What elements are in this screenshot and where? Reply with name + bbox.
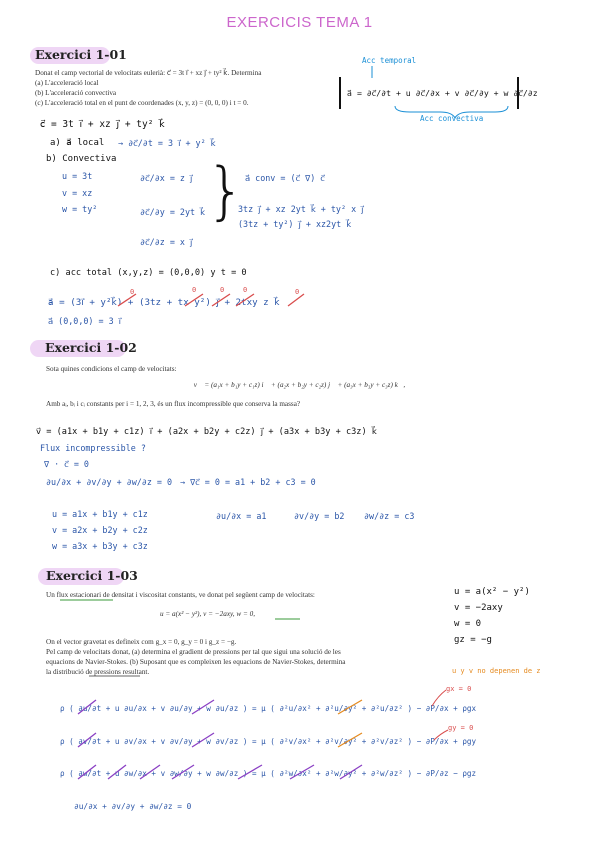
strike-mark [78, 700, 96, 714]
strike-mark [338, 733, 362, 747]
ex2-statement-line: Sota quines condicions el camp de velocitats: [46, 365, 177, 373]
hw-flux-label: Flux incompressible ? [40, 443, 146, 453]
navier-stokes-y: ρ ( ∂v/∂t + u ∂v/∂x + v ∂v/∂y + w ∂v/∂z ) = μ ( ∂²v/∂x² + ∂²v/∂y² + ∂²v/∂z² ) − ∂P/∂x + ρgy [60, 737, 477, 746]
zero-mark: 0 [243, 286, 248, 294]
convective-brace [395, 106, 508, 118]
zero-mark: 0 [220, 286, 225, 294]
ex3-statement-line: Un flux estacionari de densitat i viscositat constants, ve donat pel següent camp de velocitats: [46, 591, 315, 599]
strike-mark [118, 294, 136, 306]
strike-mark [172, 765, 194, 779]
ex3-statement-line: On el vector gravetat es defineix com g_x = 0, g_y = 0 i g_z = −g. [46, 638, 237, 646]
zero-mark: 0 [295, 288, 300, 296]
hw-continuity: ∂u/∂x + ∂v/∂y + ∂w/∂z = 0 [46, 477, 173, 487]
hw-w: w = ty² [62, 204, 98, 214]
ex2-statement-line: Amb aᵢ, bᵢ i cᵢ constants per i = 1, 2, 3, és un flux incompressible que conserva la massa? [46, 400, 301, 408]
zero-mark: 0 [130, 288, 135, 296]
hw-conv-simplified: (3tz + ty²) j⃗ + xz2yt k⃗ [238, 219, 352, 229]
gx-zero-note: gx = 0 [446, 685, 472, 693]
hw-conv-expand: 3tz j⃗ + xz 2yt k⃗ + ty² x j⃗ [238, 204, 364, 214]
ex1-statement-line: (c) L'acceleració total en el punt de coordenades (x, y, z) = (0, 0, 0) i t = 0. [35, 99, 249, 107]
exercise-1-heading: Exercici 1-01 [35, 47, 127, 62]
acc-temporal-label: Acc temporal [362, 56, 417, 65]
hw-a-conv: a⃗ conv = (c⃗ ∇) c⃗ [245, 173, 325, 183]
acc-formula: a⃗ = ∂c⃗/∂t + u ∂c⃗/∂x + v ∂c⃗/∂y + w ∂c⃗/∂z [347, 88, 538, 98]
hw-divergence: ∇ · c⃗ = 0 [44, 459, 89, 469]
hw-local-acc: → ∂c⃗/∂t = 3 i⃗ + y² k⃗ [118, 138, 216, 148]
gy-zero-note: gy = 0 [448, 724, 474, 732]
strike-mark [78, 733, 96, 747]
strike-mark [212, 294, 230, 306]
side-w: w = 0 [454, 619, 482, 629]
hw-dc-dy: ∂c⃗/∂y = 2yt k⃗ [140, 207, 205, 217]
ex2-velocity-field: v⃗ = (a₁x + b₁y + c₁z) i⃗ + (a₂x + b₂y + c₂z) j⃗ + (a₃x + b₃y + c₃z) k⃗, [193, 381, 406, 389]
side-u: u = a(x² − y²) [454, 587, 530, 597]
strike-mark [340, 765, 362, 779]
strike-mark [78, 765, 96, 779]
strike-mark [192, 700, 214, 714]
hw-v: v = xz [62, 188, 93, 198]
hw-u: u = 3t [62, 171, 93, 181]
hw-w2: w = a3x + b3y + c3z [52, 541, 148, 551]
strike-mark [140, 765, 160, 779]
hw-dc-dx: ∂c⃗/∂x = z j⃗ [140, 173, 193, 183]
hw-total-acc: a⃗ = (3i⃗ + y²k⃗) + (3tz + tx y²) j⃗ + 2txy z k⃗ [48, 297, 280, 308]
page-title: EXERCICIS TEMA 1 [226, 14, 373, 31]
hw-total-at-origin: a⃗ (0,0,0) = 3 i⃗ [48, 316, 122, 326]
strike-mark [238, 765, 262, 779]
exercise-3-heading: Exercici 1-03 [46, 568, 138, 583]
hw-dv-dy: ∂v/∂y = b2 [294, 511, 345, 521]
hw-part-b: b) Convectiva [46, 154, 117, 164]
continuity-eq-3: ∂u/∂x + ∂v/∂y + ∂w/∂z = 0 [74, 802, 192, 811]
navier-stokes-x: ρ ( ∂u/∂t + u ∂u/∂x + v ∂u/∂y + w ∂u/∂z ) = μ ( ∂²u/∂x² + ∂²u/∂y² + ∂²u/∂z² ) − ∂P/∂x + ρgx [60, 704, 477, 713]
zero-mark: 0 [192, 286, 197, 294]
arrow-line [432, 690, 446, 706]
strike-mark [236, 294, 254, 306]
note-independence: u y v no depenen de z [452, 667, 541, 675]
strike-mark [288, 294, 304, 306]
strike-mark [108, 765, 126, 779]
ex3-statement-line: la distribució de pressions resultant. [46, 668, 150, 676]
arrow-line [434, 730, 448, 740]
ex1-statement-line: Donat el camp vectorial de velocitats eulerià: c⃗ = 3t i⃗ + xz j⃗ + ty² k⃗. Determina [35, 69, 262, 77]
hw-dw-dz: ∂w/∂z = c3 [364, 511, 415, 521]
hw-velocity-field: c⃗ = 3t i⃗ + xz j⃗ + ty² k⃗ [40, 119, 165, 130]
side-v: v = −2axy [454, 603, 503, 613]
acc-convectiva-label: Acc convectiva [420, 114, 484, 123]
hw-part-c: c) acc total (x,y,z) = (0,0,0) y t = 0 [50, 268, 247, 278]
hw-du-dx: ∂u/∂x = a1 [216, 511, 267, 521]
exercise-2-heading: Exercici 1-02 [45, 340, 137, 355]
strike-mark [290, 765, 314, 779]
hw-velocity-field-2: v⃗ = (a1x + b1y + c1z) i⃗ + (a2x + b2y + c2z) j⃗ + (a3x + b3y + c3z) k⃗ [36, 427, 377, 437]
ex3-velocity-field: u = a(x² − y²), v = −2axy, w = 0, [160, 610, 256, 618]
hw-part-a: a) a⃗ local [50, 138, 105, 148]
ex3-statement-line: equacions de Navier-Stokes. (b) Suposant que es compleixen les equacions de Navier-Stokes, determina [46, 658, 346, 666]
strike-mark [192, 733, 214, 747]
ex1-statement-line: (a) L'acceleració local [35, 79, 99, 87]
hw-v2: v = a2x + b2y + c2z [52, 525, 148, 535]
navier-stokes-z: ρ ( ∂w/∂t + u ∂w/∂x + v ∂w/∂y + w ∂w/∂z ) = μ ( ∂²w/∂x² + ∂²w/∂y² + ∂²w/∂z² ) − ∂P/∂z − ρgz [60, 769, 477, 778]
ex3-statement-line: Pel camp de velocitats donat, (a) determina el gradient de pressions per tal que sigui una solució de les [46, 648, 341, 656]
side-gz: gz = −g [454, 635, 492, 645]
hw-dc-dz: ∂c⃗/∂z = x j⃗ [140, 237, 193, 247]
hw-condition: → ∇c⃗ = 0 = a1 + b2 + c3 = 0 [180, 477, 316, 487]
ex1-statement-line: (b) L'acceleració convectiva [35, 89, 117, 97]
strike-mark [338, 700, 362, 714]
hw-u2: u = a1x + b1y + c1z [52, 509, 148, 519]
curly-brace: } [206, 154, 246, 227]
strike-mark [185, 294, 203, 306]
